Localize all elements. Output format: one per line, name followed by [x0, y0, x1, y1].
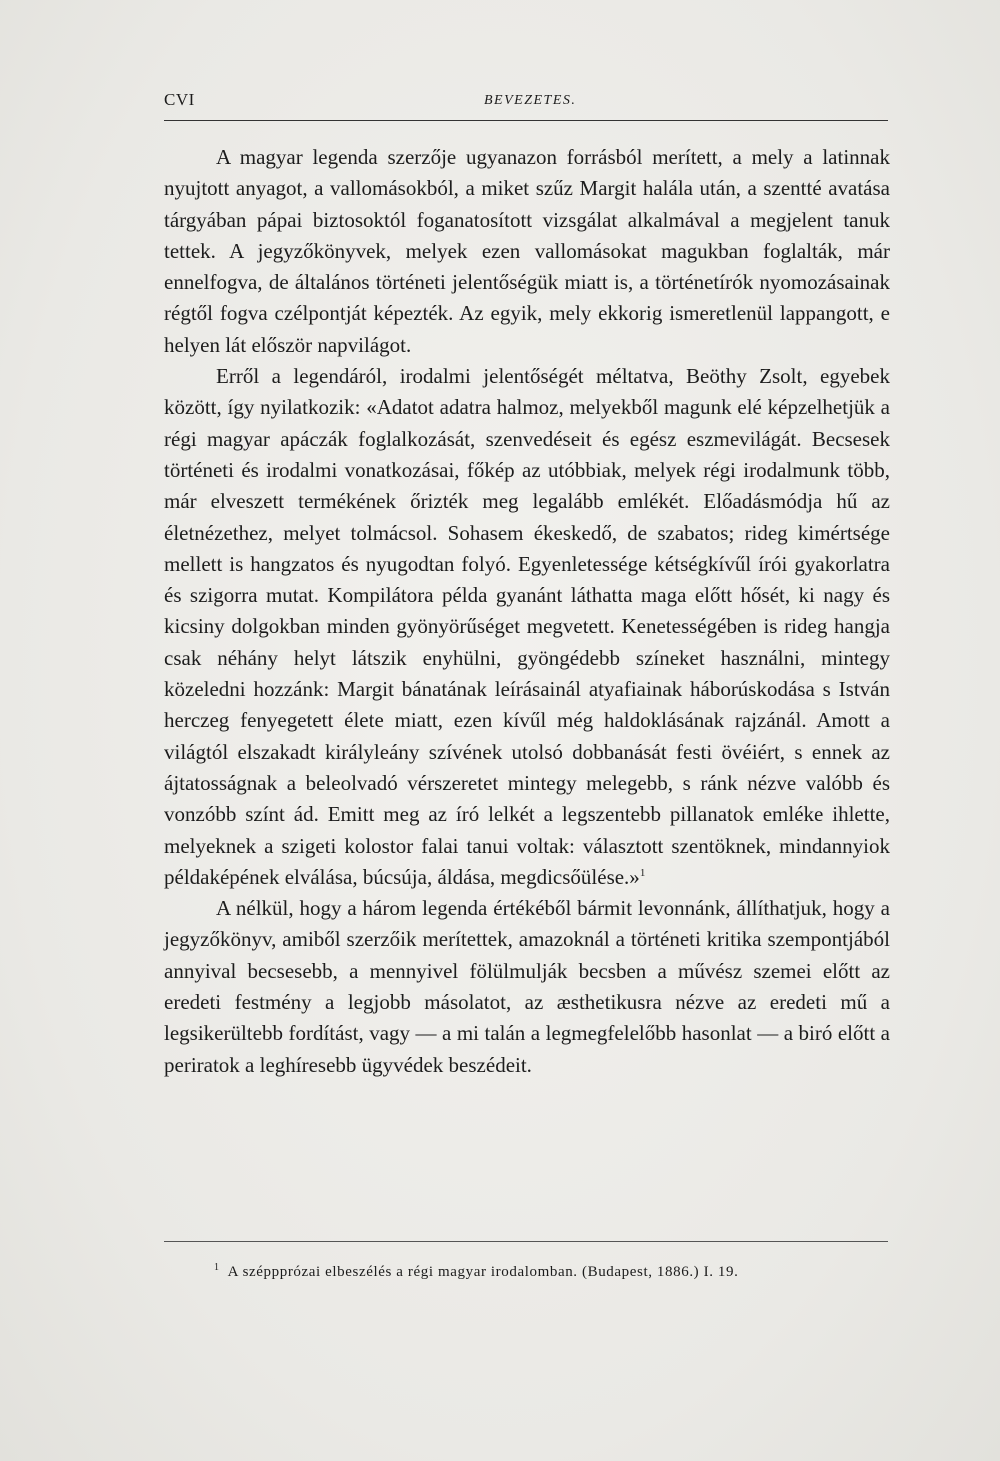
paragraph-3	[164, 893, 890, 1081]
main-text	[164, 142, 890, 1081]
footnote-rule	[164, 1241, 888, 1242]
paragraph-1	[164, 142, 890, 361]
running-title: BEVEZETES.	[484, 93, 577, 108]
paragraph-2-text: Erről a legendáról, irodalmi jelentőségét méltatva, Beöthy Zsolt, egyebek között, így nyilatkozik: «Adatot adatra halmoz, melyekből magunk elé képzelhetjük a régi magyar apáczák foglalkozását, szenvedéseit és egész eszmevilágát. Becsesek történeti és irodalmi vonatkozásai, főkép az utóbbiak, melyek régi irodalmunk több, már elveszett termékének őrizték meg legalább emlékét. Előadásmódja hű az életnézethez, melyet tolmácsol. Sohasem ékeskedő, de szabatos; rideg kimértsége mellett is hangzatos és nyugodtan folyó. Egyenletessége kétségkívűl írói gyakorlatra és szigorra mutat. Kompilátora példa gyanánt láthatta maga előtt hősét, ki nagy és kicsiny dolgokban minden gyönyörűséget megvetett. Kenetességében is rideg hangja csak néhány helyt látszik enyhülni, gyöngédebb színeket használni, mintegy közeledni hozzánk: Margit bánatának leírásainál atyafiainak háborúskodása s István herczeg fenyegetett élete miatt, ezen kívűl még haldoklásának rajzánál. Amott a világtól elszakadt királyleány szívének utolsó dobbanását festi övéiért, s ennek az ájtatosságnak a beleolvadó vérszeretet mintegy melegebb, s ránk nézve valóbb és vonzóbb színt ád. Emitt meg az író lelkét a legszentebb pillanatok emléke ihlette, melyeknek a szigeti kolostor falai tanui voltak: választott szentöknek, mindannyiok példaképének elválása, búcsúja, áldása, megdicsőülése.»	[164, 364, 890, 889]
page-number: CVI	[164, 90, 195, 109]
paragraph-1-text: A magyar legenda szerzője ugyanazon forrásból merített, a mely a latinnak nyujtott anyagot, a vallomásokból, a miket szűz Margit halála után, a szentté avatása tárgyában pápai biztosoktól foganatosított vizsgálat alkalmával a megjelent tanuk tettek. A jegyzőkönyvek, melyek ezen vallomásokat magukban foglalták, már ennelfogva, de általános történeti jelentőségük miatt is, a történetírók nyomozásainak régtől fogva czélpontját képezték. Az egyik, mely ekkorig ismeretlenül lappangott, e helyen lát először napvilágot.	[164, 145, 890, 357]
paragraph-3-text: A nélkül, hogy a három legenda értékéből bármit levonnánk, állíthatjuk, hogy a jegyzőkönyv, amiből szerzőik merítettek, amazoknál a történeti kritika szempontjából annyival becsesebb, a mennyivel fölülmulják becsben a művész szemei előtt az eredeti festmény a legjobb másolatot, az æsthetikusra nézve az eredeti mű a legsikerültebb fordítást, vagy — a mi talán a legmegfelelőbb hasonlat — a biró előtt a periratok a leghíresebb ügyvédek beszédeit.	[164, 896, 890, 1077]
page-header	[164, 90, 888, 114]
footnote-reference: 1	[639, 866, 646, 879]
footnote	[214, 1262, 854, 1281]
paragraph-2	[164, 361, 890, 893]
footnote-number: 1	[214, 1262, 220, 1273]
footnote-text: A széppprózai elbeszélés a régi magyar irodalomban. (Budapest, 1886.) I. 19.	[227, 1264, 739, 1280]
header-rule	[164, 120, 888, 121]
